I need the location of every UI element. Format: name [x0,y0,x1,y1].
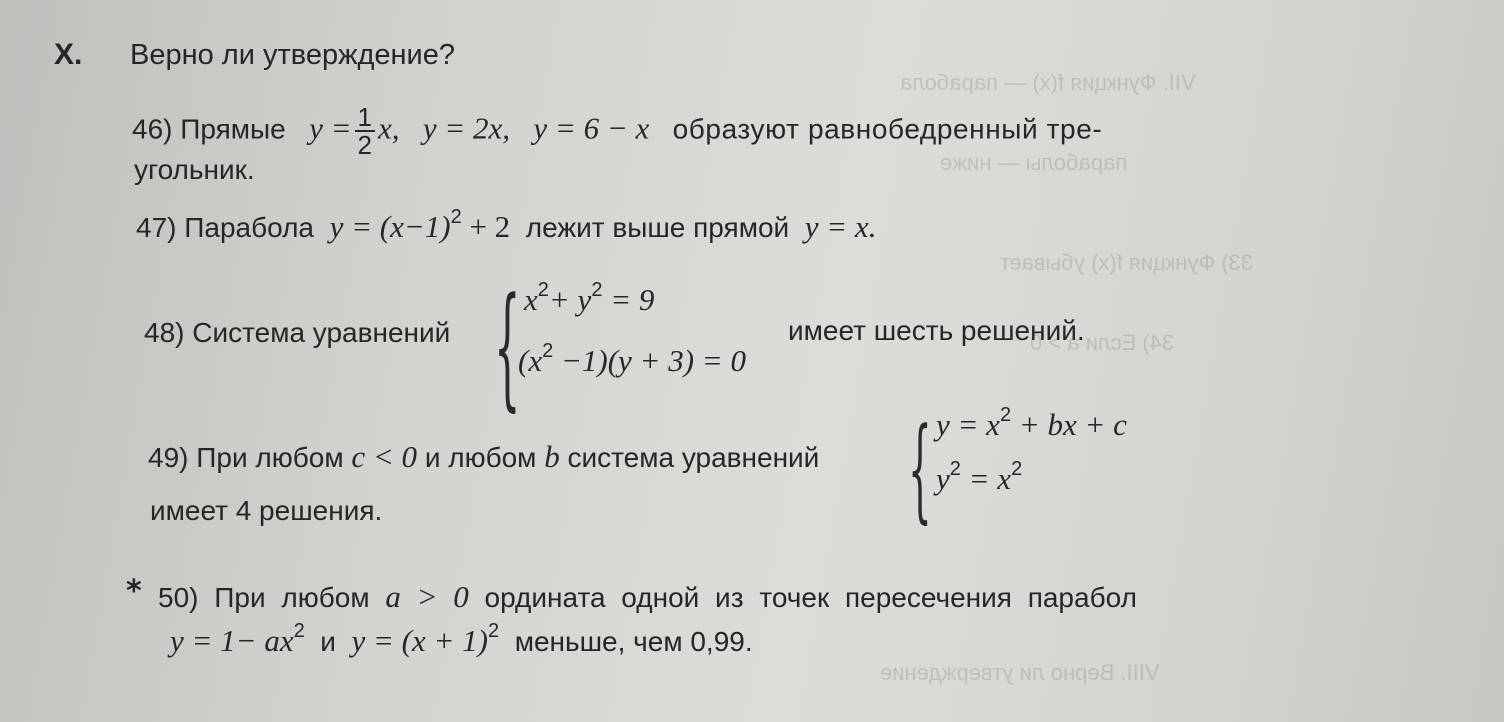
item-47-text: лежит выше прямой [525,212,790,243]
item-47-lead: 47) Парабола [136,212,314,243]
item-50-eq1 [170,620,305,658]
eq2-base: y = (x + 1) [351,623,489,658]
item-49-mid2: система уравнений [567,442,820,473]
item-46-eq2: y = 2x, [422,110,511,146]
item-46-text: образуют равнобедренный тре- [672,113,1103,145]
row1-x: x [524,282,538,317]
row1-exp1: 2 [537,279,549,301]
item-50-and: и [320,626,336,657]
item-48-eq-row1 [524,279,655,321]
row2-head: (x [518,343,543,378]
item-47-eq-base: y = (x−1) [329,209,451,244]
item-47-line [136,206,877,248]
eq2-exp: 2 [488,620,500,642]
row1-lhs: y = x [936,407,1000,442]
section-title: Верно ли утверждение? [130,39,456,71]
row2-exp2: 2 [1011,458,1023,480]
section-label: X. [54,38,83,71]
item-49-line2: имеет 4 решения. [150,495,383,526]
item-49-eq-row1 [936,404,1127,446]
row2-exp: 2 [542,340,554,362]
item-48-eq-row2 [518,340,746,382]
item-47-eq [329,206,511,244]
star-icon: * [126,574,142,609]
item-49-brace: { [908,405,932,536]
item-50-text: ордината одной из точек пересечения парабол [484,582,1137,613]
item-49-line1 [148,440,819,475]
item-46-line2: угольник. [134,154,255,185]
row1-tail: + bx + c [1011,407,1127,442]
item-49-b: b [544,439,560,474]
eq1-exp: 2 [293,620,305,642]
fraction-denominator: 2 [357,130,372,160]
bleed-through-text: VII. Функция f(x) — парабола [900,70,1196,95]
item-49-eq-row2 [936,458,1023,500]
bleed-through-text: параболы — ниже [940,150,1128,175]
bleed-through-text: 33) Функция f(x) убывает [1000,250,1254,275]
item-46-eq1-tail: x, [378,110,400,146]
item-47-exponent: 2 [450,206,462,228]
row1-y: + y [548,282,592,317]
row1-rhs: = 9 [602,282,655,317]
row2-tail: −1)(y + 3) = 0 [553,343,746,378]
bleed-through-text: VIII. Верно ли утверждение [880,660,1160,685]
item-46-fraction [355,104,375,158]
item-48-text: имеет шесть решений. [788,315,1085,346]
item-47-eq2: y = x. [804,209,877,244]
eq1-base: y = 1− ax [170,623,294,658]
bleed-through-text: 34) Если a > 0 [1030,330,1175,355]
item-47-eq-tail: + 2 [461,209,511,244]
item-49-mid: и любом [424,442,537,473]
row1-exp: 2 [999,404,1012,426]
item-50-line1 [158,580,1137,615]
item-46-eq3: y = 6 − x [533,110,650,146]
item-50-line2 [170,620,753,662]
item-46-eq1: y = [309,110,352,146]
item-50-a-condition: a > 0 [385,579,469,614]
item-46-lead: 46) Прямые [132,113,286,145]
row2-y: y [936,461,950,496]
row2-exp1: 2 [949,458,961,480]
item-50-lead: 50) При любом [158,582,370,613]
row1-exp2: 2 [591,279,603,301]
item-49-lead: 49) При любом [148,442,344,473]
item-50-eq2 [351,620,500,658]
item-46-line1 [132,104,1102,158]
row2-rhs: = x [960,461,1012,496]
item-48-brace: { [494,268,521,424]
item-49-c-condition: c < 0 [351,439,418,474]
fraction-numerator: 1 [355,104,375,132]
item-48-lead: 48) Система уравнений [144,317,451,348]
item-50-text2: меньше, чем 0,99. [514,626,753,657]
